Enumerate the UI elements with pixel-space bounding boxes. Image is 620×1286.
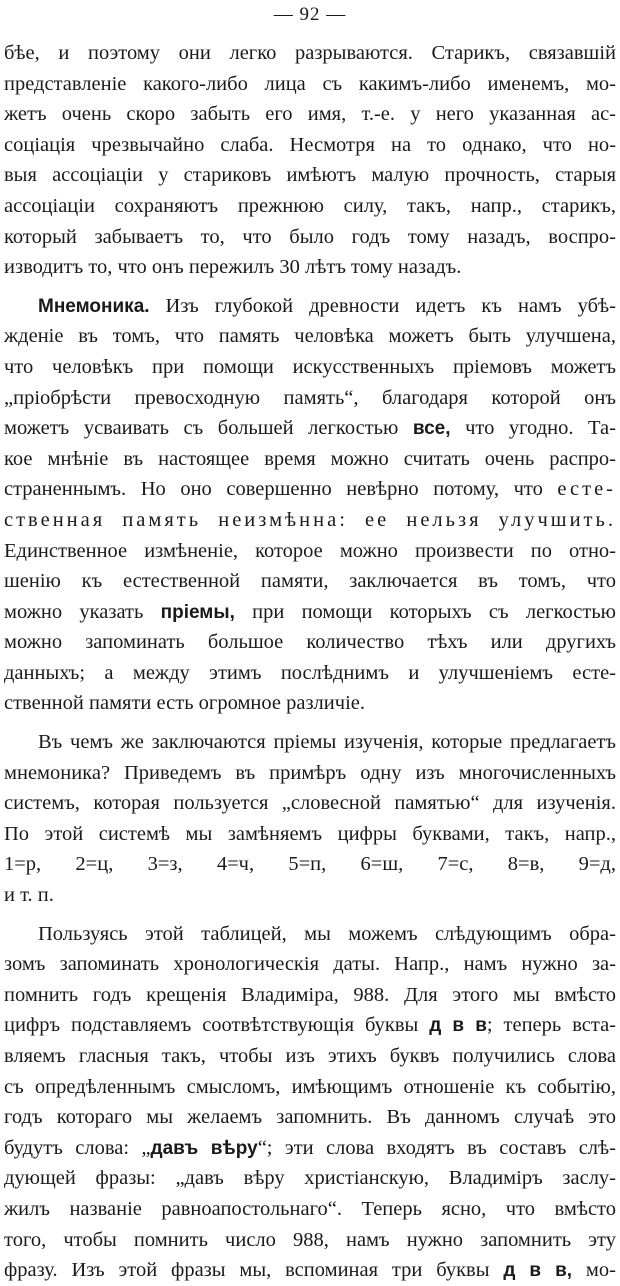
emphasis-text: д в в [429, 1015, 487, 1037]
text-line: выя ассоціаціи у стариковъ имѣютъ малую прочность, старыя [4, 164, 616, 187]
text-line: По этой системѣ мы замѣняемъ цифры буквами, такъ, напр., [4, 822, 616, 845]
section-heading: Мнемоника. [38, 295, 150, 317]
text-line: данныхъ; а между этимъ послѣднимъ и улучшеніемъ есте- [4, 661, 616, 684]
text-run: ; теперь вста- [486, 1014, 616, 1037]
text-line: съ опредѣленнымъ смысломъ, имѣющимъ отношеніе къ событію, [4, 1075, 616, 1098]
text-line: Въ чемъ же заключаются пріемы изученія, которые предлагаетъ [38, 731, 616, 754]
text-line: того, чтобы помнить число 988, намъ нужно запомнить эту [4, 1228, 616, 1251]
text-line: жденіе въ томъ, что память человѣка можетъ быть улучшена, [4, 325, 616, 348]
text-line: бѣе, и поэтому они легко разрываются. Старикъ, связавшій [4, 42, 616, 64]
text-run: “; эти слова входятъ въ составъ слѣ- [257, 1136, 616, 1159]
text-line: изводитъ то, что онъ пережилъ 30 лѣтъ тому назадъ. [4, 256, 462, 279]
text-run: страненнымъ. Но оно совершенно невѣрно потому, что [4, 478, 558, 501]
text-run: цифръ подставляемъ соотвѣтствующія буквы [4, 1014, 430, 1037]
text-line: мнемоника? Приведемъ въ примѣръ одну изъ многочисленныхъ [4, 761, 616, 784]
paragraph-3 [4, 727, 616, 911]
spaced-emphasis-text: есте- [557, 478, 616, 501]
text-line: Единственное измѣненіе, которое можно произвести по отно- [4, 539, 616, 562]
text-line: системъ, которая пользуется „словесной памятью“ для изученія. [4, 792, 616, 815]
text-line: который забываетъ то, что было годъ тому назадъ, воспро- [4, 225, 616, 248]
paragraph-1 [4, 38, 616, 283]
text-run: можно указать [4, 600, 161, 623]
text-run: Изъ глубокой древности идетъ къ намъ убѣ- [149, 294, 616, 317]
text-line [4, 1010, 616, 1041]
paragraph-2 [4, 291, 616, 719]
spaced-emphasis-line: ственная память неизмѣнна: ее нельзя улучшить. [4, 508, 616, 531]
text-line: кое мнѣніе въ настоящее время можно считать очень распро- [4, 447, 616, 470]
emphasis-text: давъ вѣру [150, 1137, 258, 1159]
text-line: годъ котораго мы желаемъ запомнить. Въ данномъ случаѣ это [4, 1106, 616, 1129]
text-line: шенію къ естественной памяти, заключается въ томъ, что [4, 570, 616, 593]
text-line: Пользуясь этой таблицей, мы можемъ слѣдующимъ обра- [38, 922, 616, 945]
text-line: жилъ названіе равноапостольнаго“. Теперь ясно, что вмѣсто [4, 1197, 616, 1220]
text-line [4, 1255, 616, 1286]
emphasis-text: все, [412, 418, 451, 440]
text-line [4, 474, 616, 505]
paragraph-gap [4, 911, 616, 919]
paragraph-gap [4, 283, 616, 291]
emphasis-text: д в в, [503, 1260, 573, 1282]
paragraph-gap [4, 719, 616, 727]
emphasis-text: пріемы, [160, 601, 235, 623]
text-line [4, 1133, 616, 1164]
text-line: помнить годъ крещенія Владиміра, 988. Для этого мы вмѣсто [4, 983, 616, 1006]
text-line [4, 291, 616, 322]
text-line [4, 597, 616, 628]
text-line: можно запоминать большое количество тѣхъ или другихъ [4, 631, 616, 654]
text-line: жетъ очень скоро забыть его имя, т.-е. у него указанная ас- [4, 103, 616, 126]
text-line: что человѣкъ при помощи искусственныхъ пріемовъ можетъ [4, 355, 616, 378]
text-line: „пріобрѣсти превосходную память“, благодаря которой онъ [4, 386, 616, 409]
text-line: соціація чрезвычайно слаба. Несмотря на то однако, что но- [4, 133, 616, 156]
text-run: будутъ слова: „ [4, 1136, 151, 1159]
text-run: что угодно. Та- [450, 417, 616, 440]
text-line: представленіе какого-либо лица съ какимъ-либо именемъ, мо- [4, 72, 616, 95]
text-run: при помощи которыхъ съ легкостью [234, 600, 616, 623]
paragraph-4 [4, 919, 616, 1286]
page-text [4, 38, 616, 1286]
text-run: мо- [572, 1259, 616, 1282]
text-line: и т. п. [4, 884, 54, 907]
page-number: — 92 — [273, 4, 347, 25]
text-line: 1=р, 2=ц, 3=з, 4=ч, 5=п, 6=ш, 7=с, 8=в, 9=д, [4, 853, 616, 876]
text-run: фразу. Изъ этой фразы мы, вспоминая три буквы [4, 1259, 504, 1282]
text-line: вляемъ гласныя такъ, чтобы изъ этихъ буквъ получились слова [4, 1045, 616, 1067]
text-line: зомъ запоминать хронологическія даты. Напр., намъ нужно за- [4, 953, 616, 976]
text-run: можетъ усваивать съ большей легкостью [4, 417, 413, 440]
text-line: ственной памяти есть огромное различіе. [4, 692, 365, 715]
text-line: ассоціаціи сохраняютъ прежнюю силу, такъ, напр., старикъ, [4, 194, 616, 217]
text-line: дующей фразы: „давъ вѣру христіанскую, Владиміръ заслу- [4, 1167, 616, 1190]
text-line [4, 413, 616, 444]
